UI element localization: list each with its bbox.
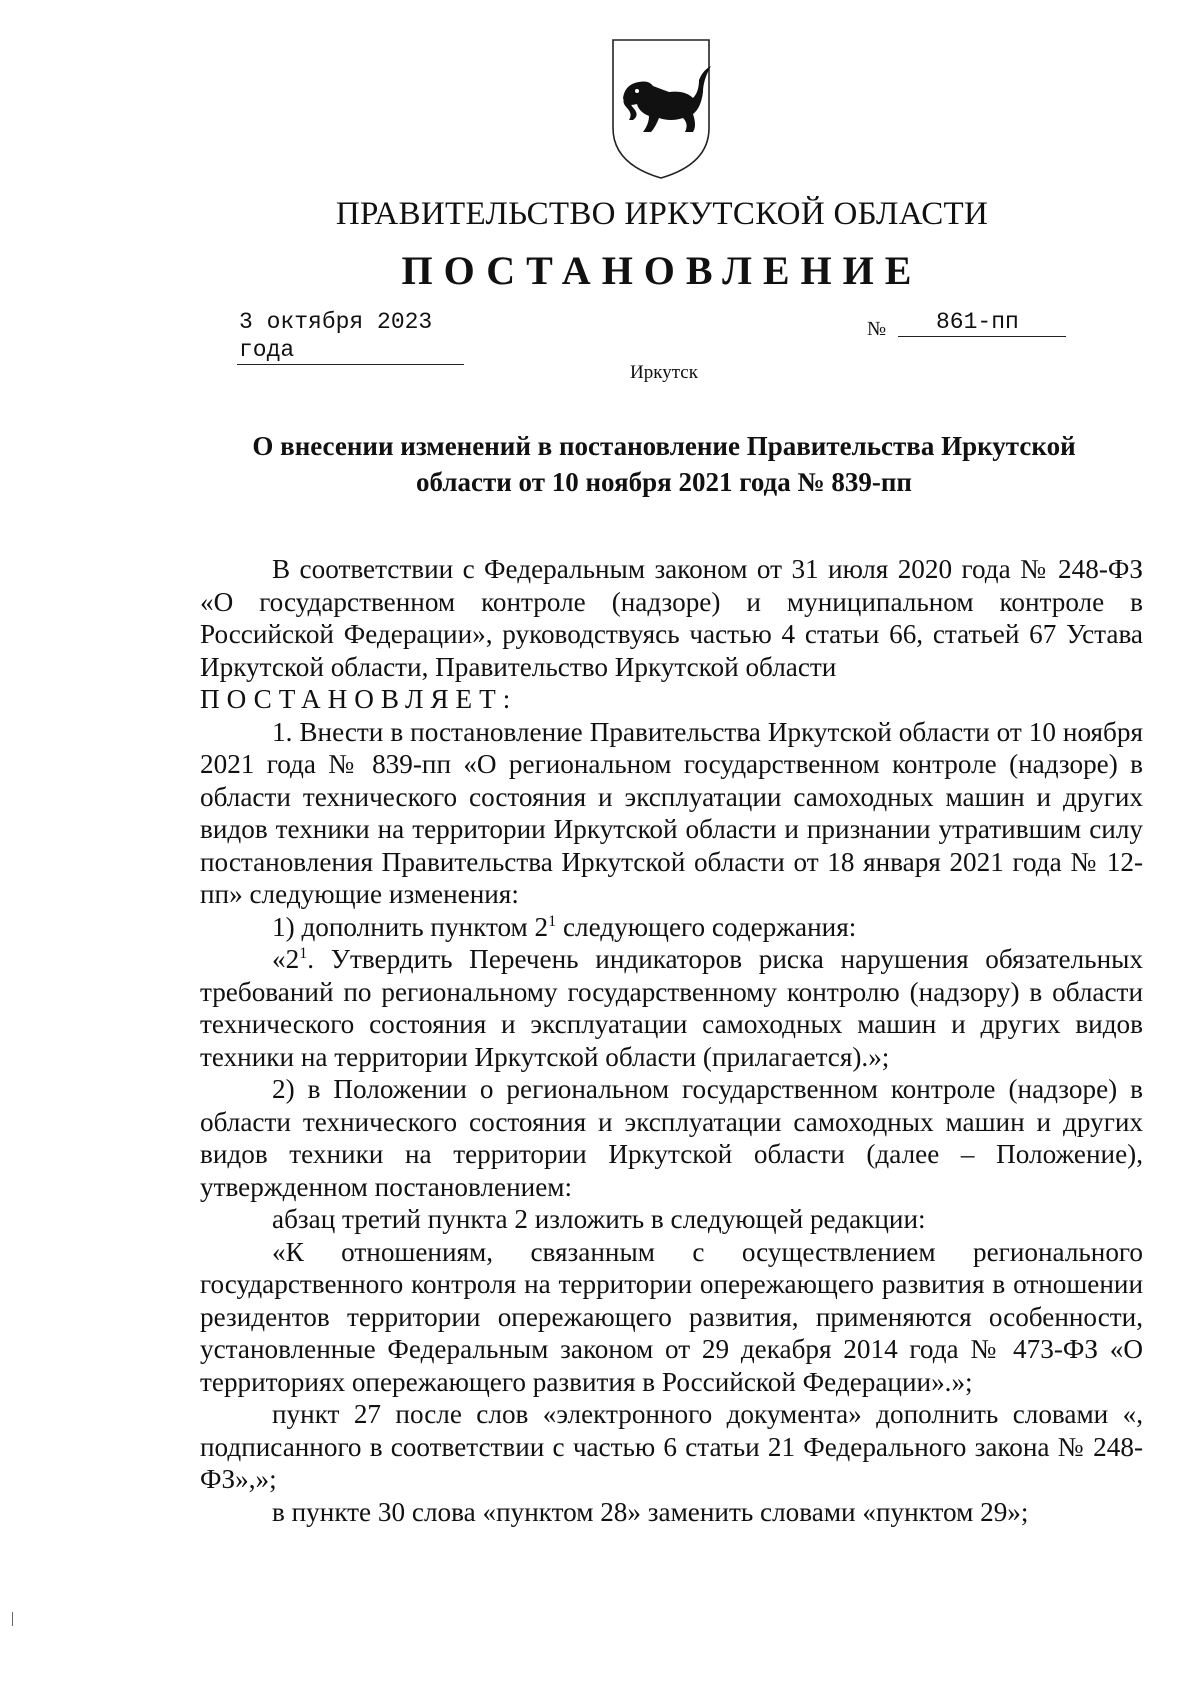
point-30-paragraph: в пункте 30 слова «пунктом 28» заменить словами «пунктом 29»; (272, 1496, 1029, 1527)
scan-margin-mark (12, 1612, 13, 1626)
subitem-1-paragraph (200, 911, 1143, 944)
paragraph-3-intro: абзац третий пункта 2 изложить в следующей редакции: (272, 1204, 926, 1234)
subitem-1-tail: следующего содержания: (556, 911, 857, 942)
document-body (200, 553, 1143, 1528)
document-number: 861-пп (898, 308, 1066, 337)
document-type: ПОСТАНОВЛЕНИЕ (401, 248, 923, 293)
city: Иркутск (630, 362, 698, 383)
irkutsk-coat-of-arms-icon (609, 36, 713, 182)
quote-2-1-superscript: 1 (299, 945, 308, 962)
paragraph-3-quote: «К отношениям, связанным с осуществлением регионального государственного контроля на территории опережающего развития в отношении резидентов территории опережающего развития, применяются особенности, установленные Федеральным законом от 29 декабря 2014 года № 473-ФЗ «О территориях опережающего развития в Российской Федерации».»; (200, 1236, 1143, 1397)
quote-2-1-paragraph (200, 943, 1143, 1073)
government-title: ПРАВИТЕЛЬСТВО ИРКУТСКОЙ ОБЛАСТИ (335, 196, 989, 232)
number-sign: № (867, 318, 887, 340)
item-1-paragraph: 1. Внести в постановление Правительства Иркутской области от 10 ноября 2021 года № 839-пп «О региональном государственном контроле (надзоре) в области технического состояния и эксплуатации самоходных машин и других видов техники на территории Иркутской области и признании утратившим силу постановления Правительства Иркутской области от 18 января 2021 года № 12-пп» следующие изменения: (200, 716, 1143, 909)
point-27-paragraph: пункт 27 после слов «электронного документа» дополнить словами «, подписанного в соответствии с частью 6 статьи 21 Федерального закона № 248-ФЗ»,»; (200, 1399, 1143, 1494)
preamble-paragraph: В соответствии с Федеральным законом от 31 июля 2020 года № 248-ФЗ «О государственном контроле (надзоре) и муниципальном контроле в Российской Федерации», руководствуясь частью 4 статьи 66, статьей 67 Устава Иркутской области, Правительство Иркутской области (200, 554, 1143, 682)
quote-2-1-open: «2 (272, 944, 300, 974)
document-subject (0, 428, 1200, 500)
subitem-1-text: 1) дополнить пунктом 2 (272, 911, 549, 942)
resolves-heading: ПОСТАНОВЛЯЕТ: (200, 684, 518, 714)
subitem-2-paragraph: 2) в Положении о региональном государственном контроле (надзоре) в области технического состояния и эксплуатации самоходных машин и других видов техники на территории Иркутской области (далее – Положение), утвержденном постановлением: (200, 1074, 1143, 1202)
document-date: 3 октября 2023 года (237, 308, 464, 365)
quote-2-1-text: . Утвердить Перечень индикаторов риска нарушения обязательных требований по региональному государственному контролю (надзору) в области технического состояния и эксплуатации самоходных машин и других видов техники на территории Иркутской области (прилагается).»; (200, 944, 1143, 1072)
subject-line-2: области от 10 ноября 2021 года № 839-пп (416, 467, 912, 497)
subject-line-1: О внесении изменений в постановление Правительства Иркутской (252, 431, 1076, 461)
subitem-1-superscript: 1 (548, 912, 557, 930)
